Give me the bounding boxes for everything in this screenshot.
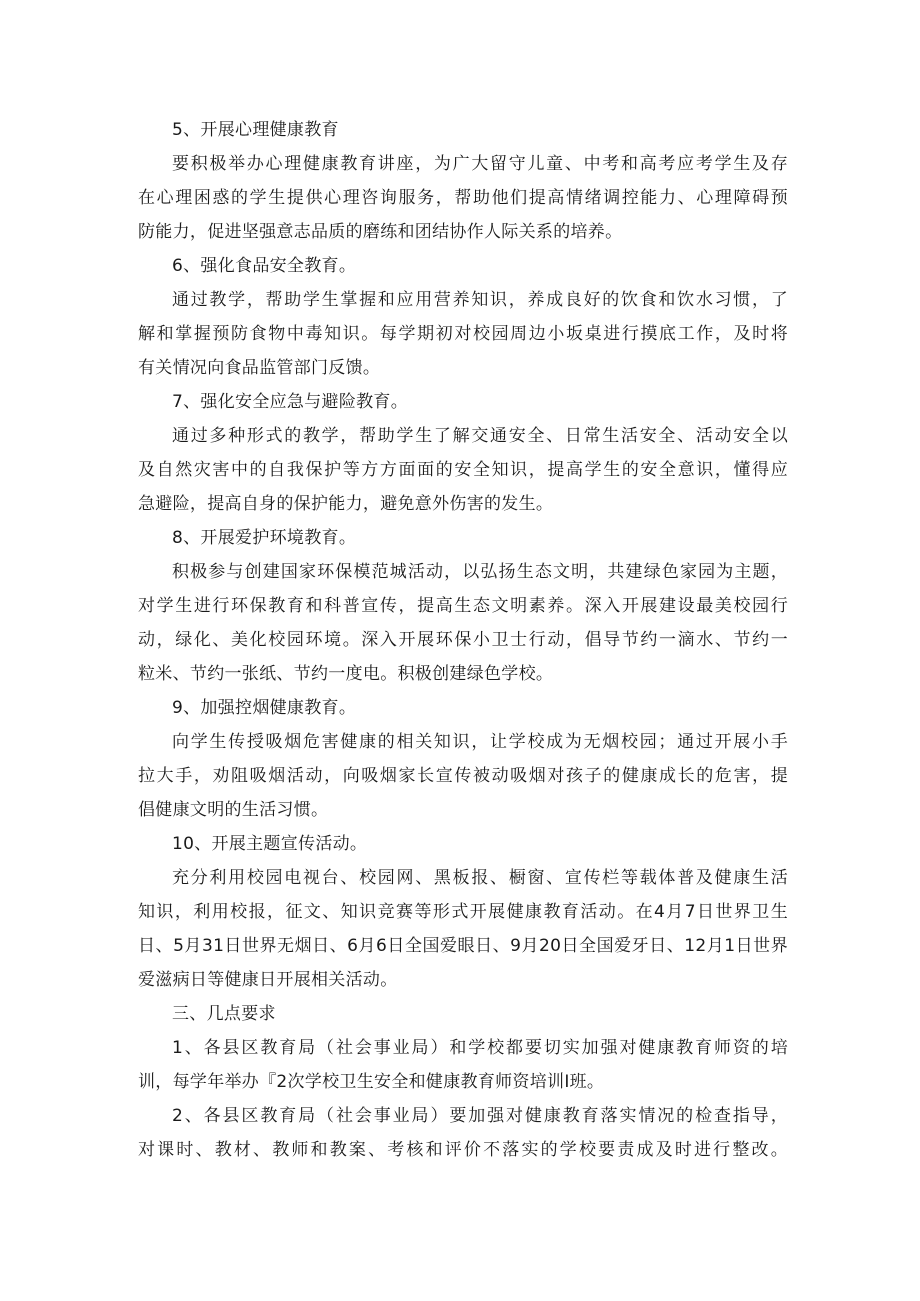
text-line: 积极参与创建国家环保模范城活动，以弘扬生态文明，共建绿色家园为主题， [172,562,788,582]
text-line: 粒米、节约一张纸、节约一度电。积极创建绿色学校。 [138,664,554,684]
text-line: 6、强化食品安全教育。 [172,256,357,276]
text-line: 10、开展主题宣传活动。 [172,834,368,854]
text-line: 1、各县区教育局（社会事业局）和学校都要切实加强对健康教育师资的培 [172,1038,788,1058]
text-line: 通过多种形式的教学，帮助学生了解交通安全、日常生活安全、活动安全以 [172,426,788,446]
text-line: 9、加强控烟健康教育。 [172,698,357,718]
text-line: 及自然灾害中的自我保护等方方面面的安全知识，提高学生的安全意识，懂得应 [138,460,788,480]
text-line: 充分利用校园电视台、校园网、黑板报、橱窗、宣传栏等载体普及健康生活 [172,868,788,888]
text-line: 要积极举办心理健康教育讲座，为广大留守儿童、中考和高考应考学生及存 [172,154,788,174]
text-line: 2、各县区教育局（社会事业局）要加强对健康教育落实情况的检查指导， [172,1106,788,1126]
text-line: 防能力，促进坚强意志品质的磨练和团结协作人际关系的培养。 [138,222,623,242]
text-line: 拉大手，劝阻吸烟活动，向吸烟家长宣传被动吸烟对孩子的健康成长的危害，提 [138,766,788,786]
text-line: 对课时、教材、教师和教案、考核和评价不落实的学校要责成及时进行整改。 [138,1140,788,1160]
text-line: 向学生传授吸烟危害健康的相关知识，让学校成为无烟校园；通过开展小手 [172,732,788,752]
text-line: 日、5月31日世界无烟日、6月6日全国爱眼日、9月20日全国爱牙日、12月1日世界 [138,936,788,956]
text-line: 急避险，提高自身的保护能力，避免意外伤害的发生。 [138,494,554,514]
document-body [138,113,788,1167]
text-line: 5、开展心理健康教育 [172,120,339,140]
text-line: 通过教学，帮助学生掌握和应用营养知识，养成良好的饮食和饮水习惯，了 [172,290,788,310]
text-line: 有关情况向食品监管部门反馈。 [138,358,381,378]
document-page [138,113,788,1167]
text-line: 8、开展爱护环境教育。 [172,528,357,548]
text-line: 三、几点要求 [172,1004,276,1024]
text-line: 动，绿化、美化校园环境。深入开展环保小卫士行动，倡导节约一滴水、节约一 [138,630,788,650]
text-line: 爱滋病日等健康日开展相关活动。 [138,970,398,990]
text-line: 训，每学年举办『2次学校卫生安全和健康教育师资培训I班。 [138,1072,605,1092]
text-line: 知识，利用校报，征文、知识竞赛等形式开展健康教育活动。在4月7日世界卫生 [138,902,788,922]
text-line: 在心理困惑的学生提供心理咨询服务，帮助他们提高情绪调控能力、心理障碍预 [138,188,788,208]
text-line: 7、强化安全应急与避险教育。 [172,392,409,412]
text-line: 对学生进行环保教育和科普宣传，提高生态文明素养。深入开展建设最美校园行 [138,596,788,616]
text-line: 解和掌握预防食物中毒知识。每学期初对校园周边小坂桌进行摸底工作，及时将 [138,324,788,344]
text-line: 倡健康文明的生活习惯。 [138,800,329,820]
